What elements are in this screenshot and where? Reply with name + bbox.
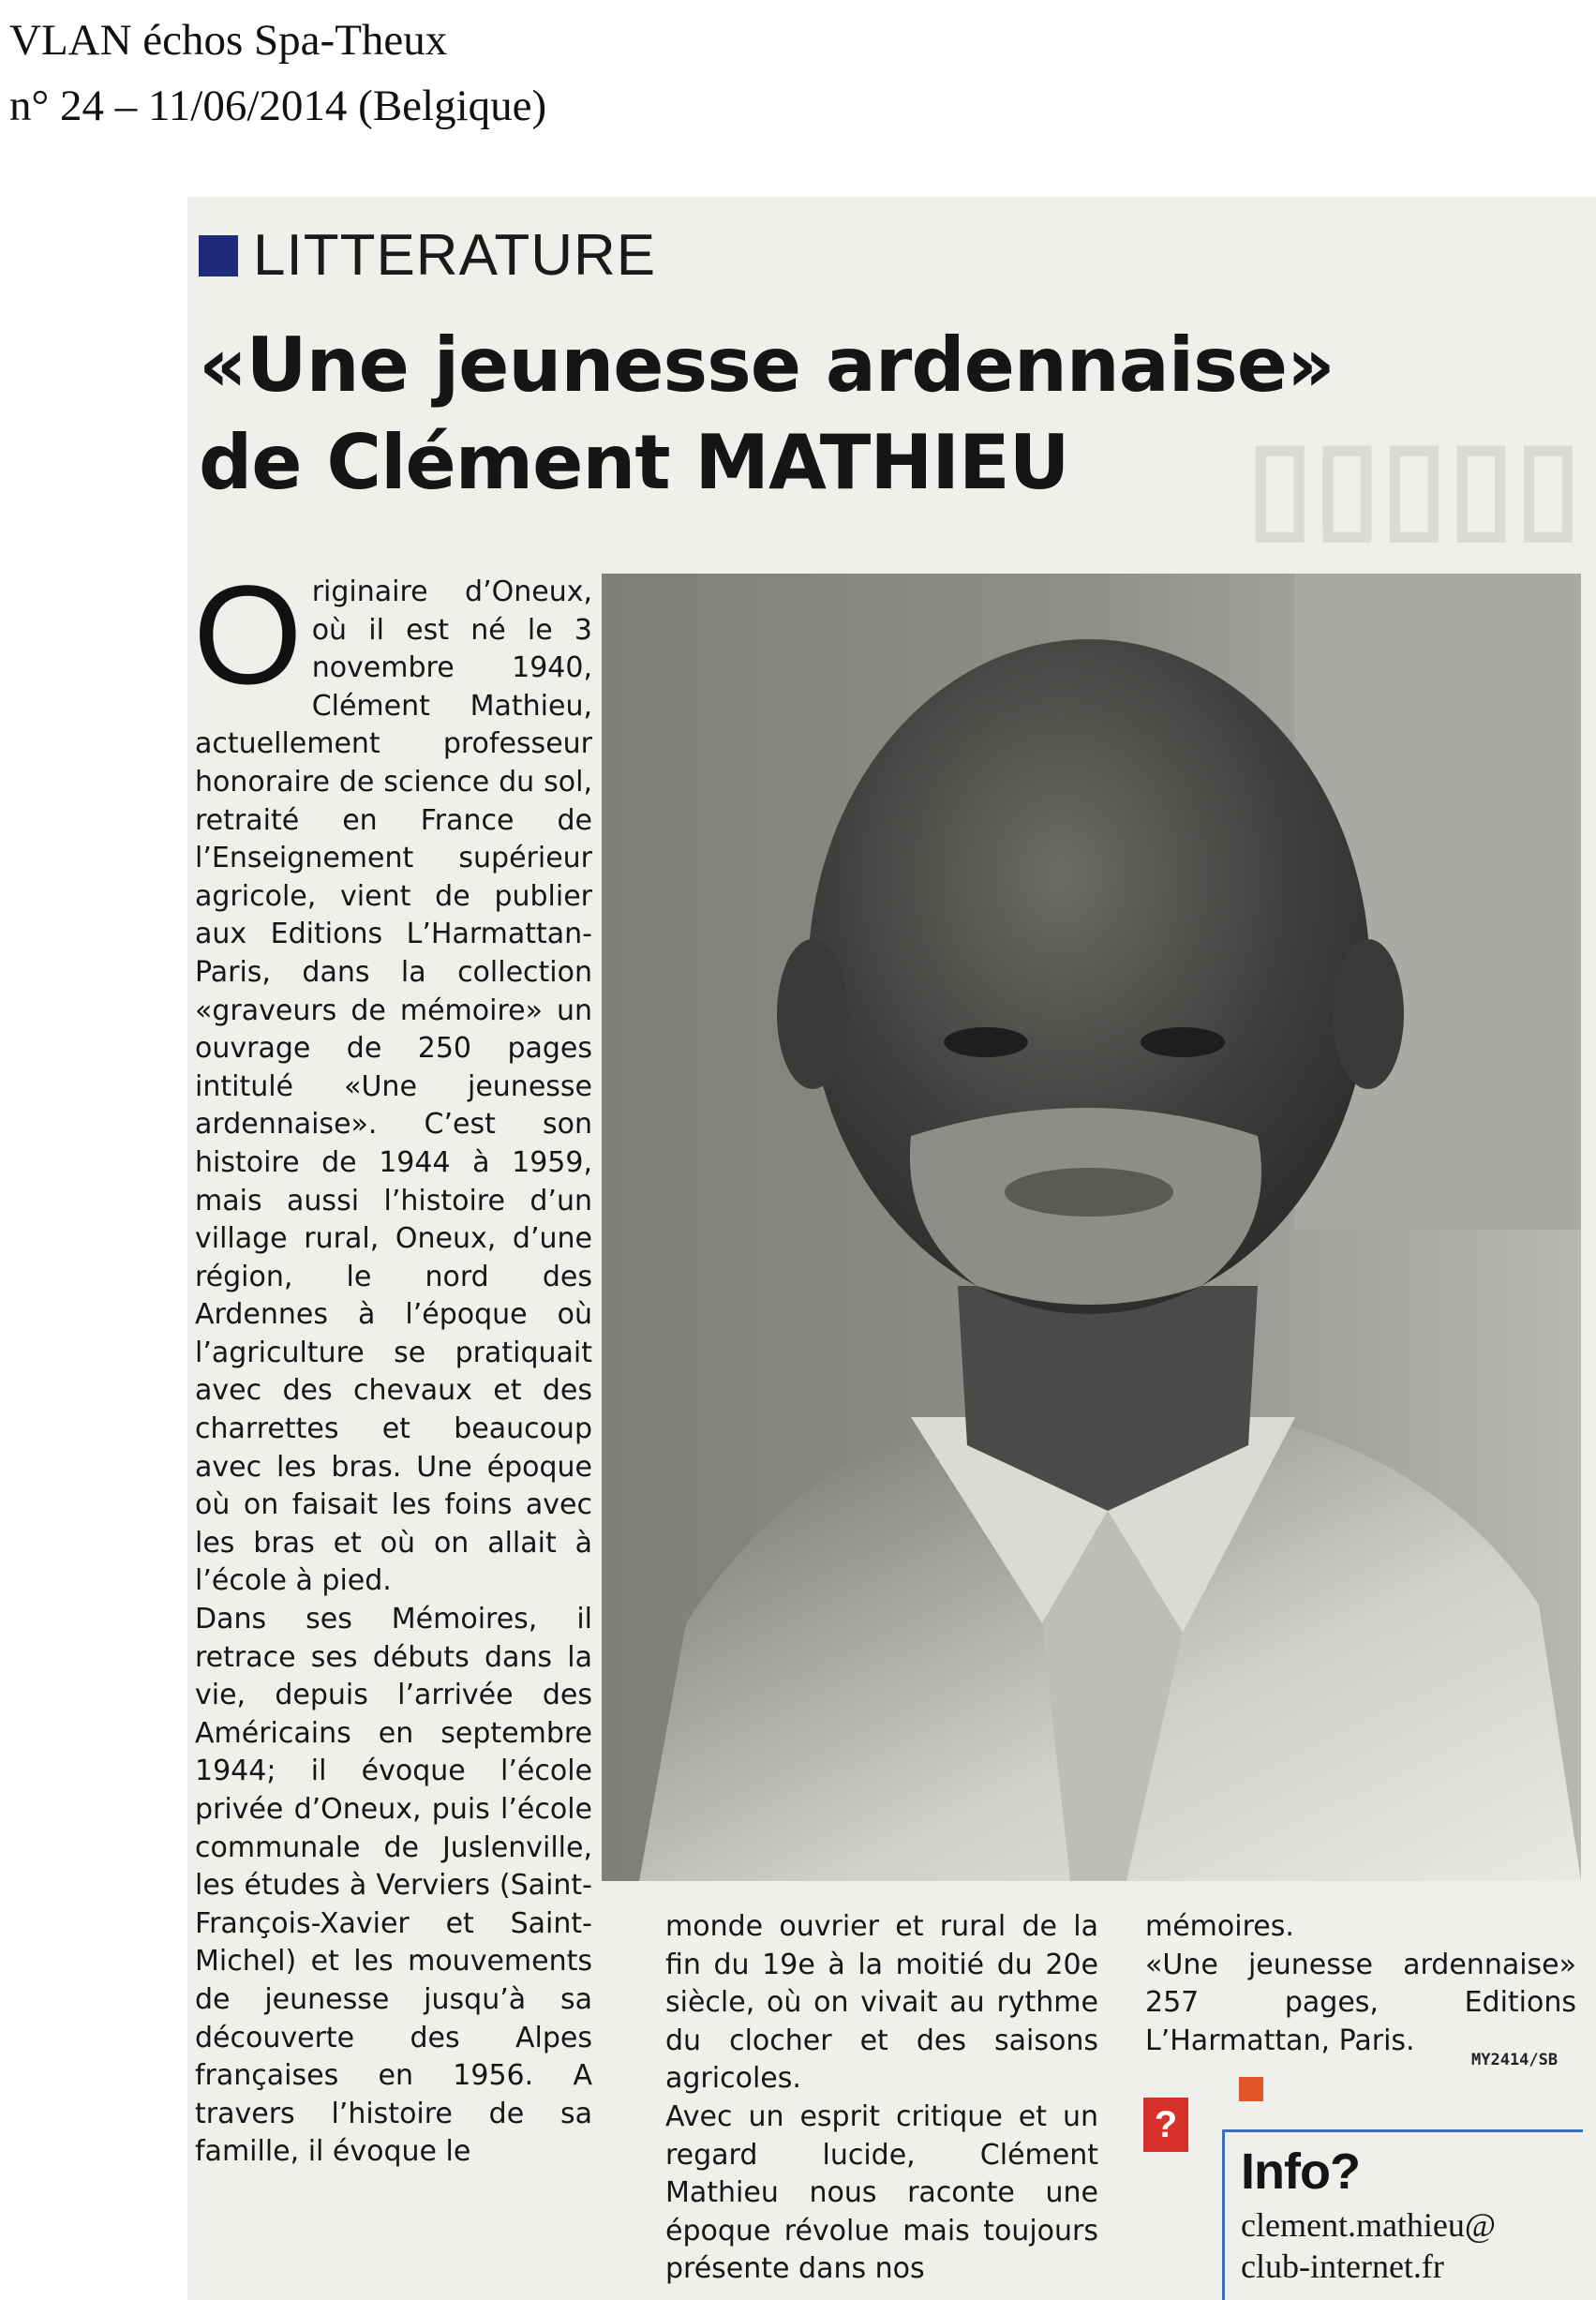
rubric-label: LITTERATURE [253,223,657,288]
column-2-paragraph-1: monde ouvrier et rural de la fin du 19e à la moitié du 20e siècle, où on vivait au rythme du clocher et des saisons agricoles. [665,1910,1098,2096]
portrait-photo [602,574,1581,1881]
info-title: Info? [1241,2143,1360,2200]
question-mark-icon: ? [1143,2098,1188,2152]
source-issue-date: n° 24 – 11/06/2014 (Belgique) [9,82,547,130]
column-3-paragraph-2: «Une jeunesse ardennaise» 257 pages, Editions L’Harmattan, Paris. [1145,1948,1576,2057]
column-1-paragraph-1: riginaire d’Oneux, où il est né le 3 novembre 1940, Clément Mathieu, actuellement professeur honoraire de science du sol, retraité en France de l’Enseignement supérieur agricole, vient de publier aux Editions L’Harmattan-Paris, dans la collection «graveurs de mémoire» un ouvrage de 250 pages intitulé «Une jeunesse ardennaise». C’est son histoire de 1944 à 1959, mais aussi l’histoire d’un village rural, Oneux, d’une région, le nord des Ardennes à l’époque où l’agriculture se pratiquait avec des chevaux et des charrettes et beaucoup avec les bras. Une époque où on faisait les foins avec les bras et où on allait à l’école à pied. [195,575,592,1598]
article-column-2 [665,1908,1098,2289]
source-publication: VLAN échos Spa-Theux [9,16,448,65]
column-3-paragraph-1: mémoires. [1145,1910,1294,1943]
info-box [1143,2098,1579,2300]
source-caption [9,7,546,139]
article-column-3 [1145,1908,1576,2060]
info-email-line-1: clement.mathieu@ [1241,2206,1497,2244]
headline-line-2: de Clément MATHIEU [199,419,1069,506]
section-rubric [199,223,657,288]
rubric-square-icon [199,235,238,276]
info-contact [1241,2204,1496,2287]
column-1-paragraph-2: Dans ses Mémoires, il retrace ses débuts dans la vie, depuis l’arrivée des Américains en septembre 1944; il évoque l’école privée d’Oneux, puis l’école communale de Juslenville, les études à Verviers (Saint-François-Xavier et Saint-Michel) et les mouvements de jeunesse jusqu’à sa découverte des Alpes françaises en 1956. A travers l’histoire de sa famille, il évoque le [195,1603,592,2169]
drop-cap: O [193,556,303,713]
orange-marker-icon [1239,2077,1263,2101]
column-2-paragraph-2: Avec un esprit critique et un regard lucide, Clément Mathieu nous raconte une époque révolue mais toujours présente dans nos [665,2099,1098,2286]
article-headline [199,317,1558,512]
info-email-line-2: club-internet.fr [1241,2248,1444,2285]
portrait-image [602,574,1581,1881]
author-signature: MY2414/SB [1471,2051,1559,2069]
bleed-through-decoration: ▯▯▯▯▯ [1246,415,1582,552]
headline-line-1: «Une jeunesse ardennaise» [199,321,1335,409]
newspaper-clipping [187,197,1596,2300]
article-column-1 [193,556,592,2172]
